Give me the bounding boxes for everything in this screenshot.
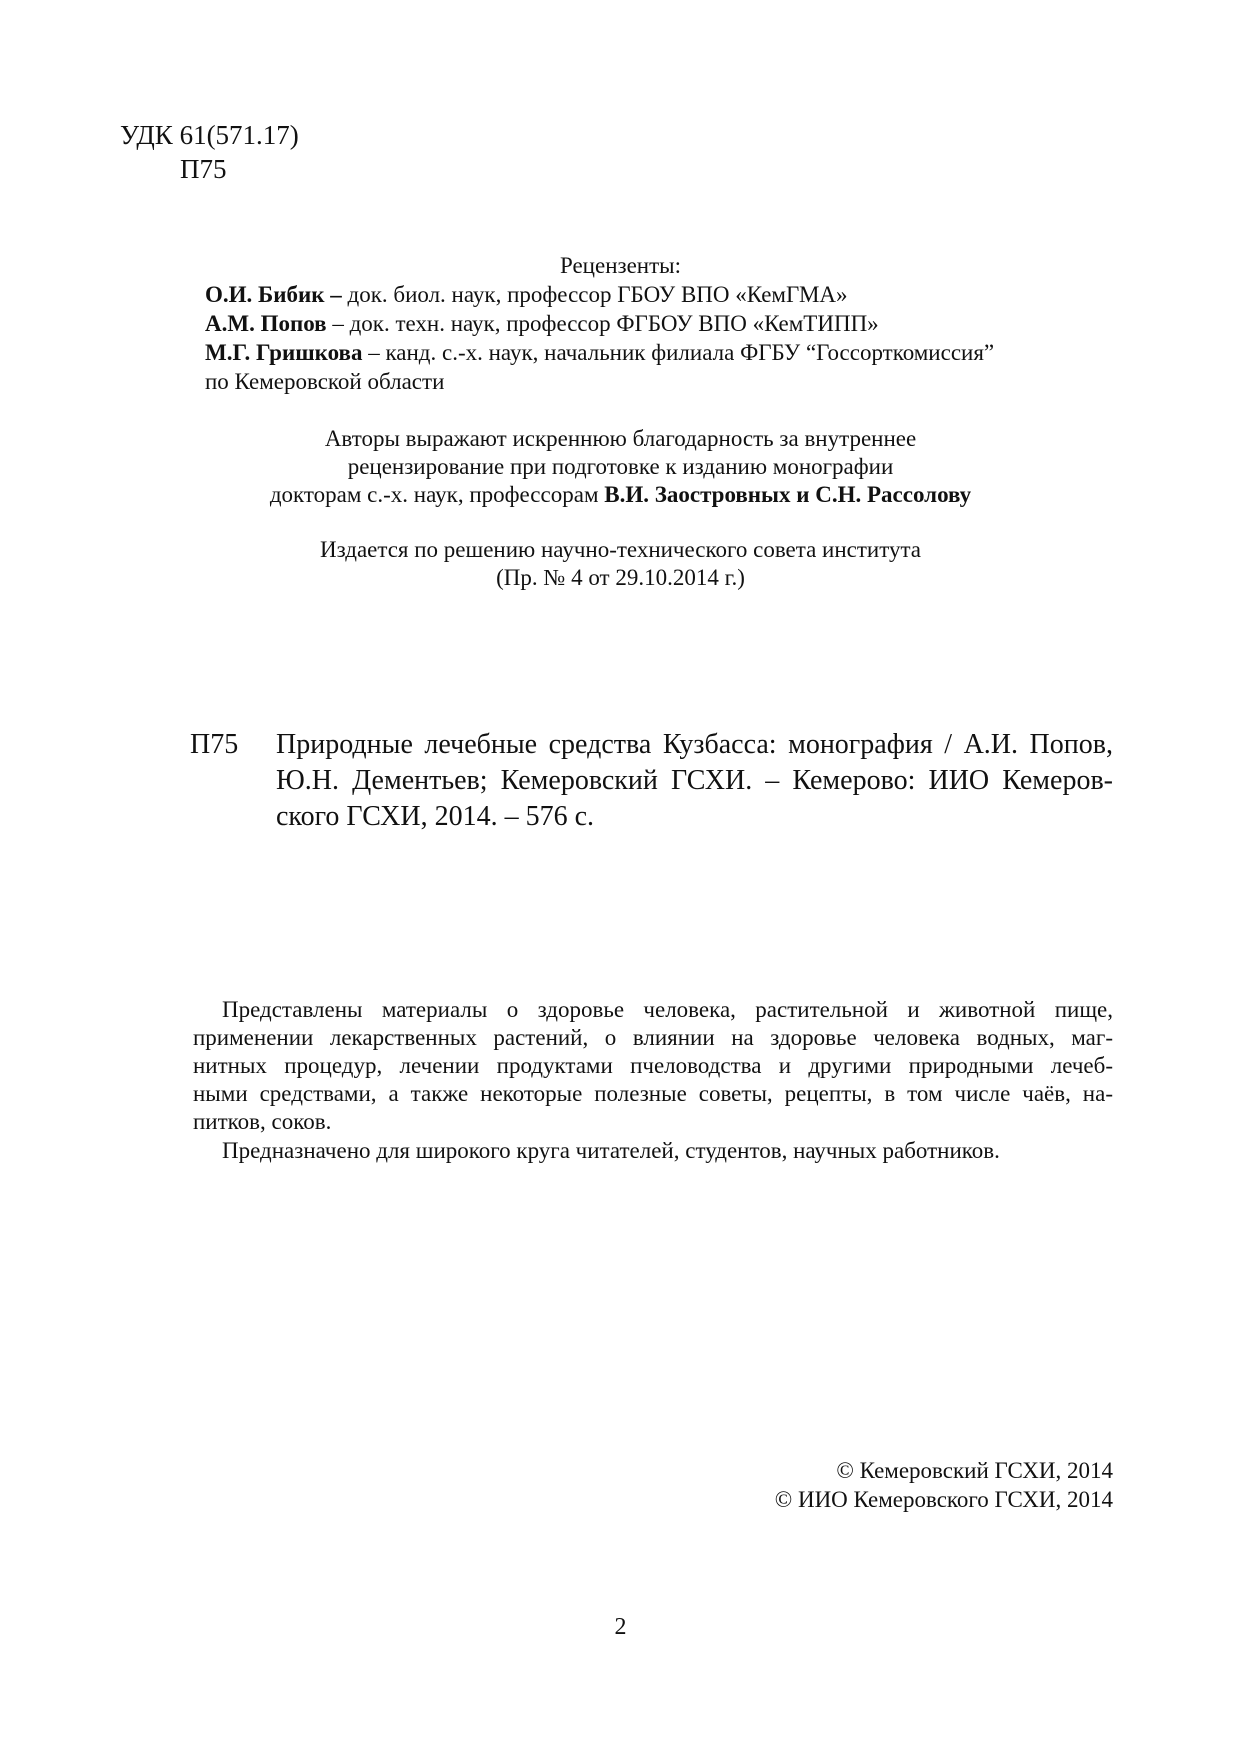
- reviewer-3-continuation: по Кемеровской области: [205, 369, 445, 394]
- reviewer-2-name: А.М. Попов: [205, 311, 327, 336]
- bbk-code: П75: [180, 154, 227, 184]
- annotation-line-4: ными средствами, а также некоторые полезные советы, рецепты, в том числе чаёв, на-: [193, 1081, 1113, 1106]
- publishing-line-2: (Пр. № 4 от 29.10.2014 г.): [496, 565, 745, 590]
- catalog-line-3: ского ГСХИ, 2014. – 576 с.: [276, 801, 595, 832]
- reviewer-3: [205, 338, 994, 367]
- thanks-line-3-prefix: докторам с.-х. наук, профессорам: [269, 482, 605, 507]
- reviewer-3-name: М.Г. Гришкова: [205, 340, 363, 365]
- reviewer-1-desc: док. биол. наук, профессор ГБОУ ВПО «КемГМА»: [341, 282, 848, 307]
- annotation-line-2: применении лекарственных растений, о влиянии на здоровье человека водных, маг-: [193, 1025, 1113, 1050]
- annotation-line-5: питков, соков.: [193, 1109, 332, 1134]
- catalog-code: П75: [190, 729, 239, 760]
- reviewers-title: Рецензенты:: [559, 253, 682, 278]
- thanks-line-1: Авторы выражают искреннюю благодарность за внутреннее: [324, 426, 917, 451]
- thanks-line-2: рецензирование при подготовке к изданию монографии: [347, 454, 894, 479]
- annotation-line-3: нитных процедур, лечении продуктами пчеловодства и другими природными лечеб-: [193, 1053, 1113, 1078]
- annotation-line-1: Представлены материалы о здоровье человека, растительной и животной пище,: [222, 997, 1113, 1022]
- reviewer-3-desc: – канд. с.-х. наук, начальник филиала ФГБУ “Госсорткомиссия”: [362, 340, 995, 365]
- catalog-line-2: Ю.Н. Дементьев; Кемеровский ГСХИ. – Кемерово: ИИО Кемеров-: [276, 765, 1113, 796]
- catalog-line-1: Природные лечебные средства Кузбасса: монография / А.И. Попов,: [276, 729, 1113, 760]
- reviewer-1: [205, 280, 848, 309]
- copyright-line-2: © ИИО Кемеровского ГСХИ, 2014: [774, 1487, 1113, 1512]
- copyright-line-1: © Кемеровский ГСХИ, 2014: [836, 1458, 1113, 1483]
- thanks-line-3-names: В.И. Заостровных и С.Н. Рассолову: [604, 482, 972, 507]
- thanks-line-3: [0, 481, 1241, 509]
- reviewer-2: [205, 309, 879, 338]
- udk-code: УДК 61(571.17): [120, 120, 299, 150]
- annotation-line-6: Предназначено для широкого круга читателей, студентов, научных работников.: [222, 1138, 1000, 1163]
- reviewer-1-name: О.И. Бибик –: [205, 282, 342, 307]
- reviewer-2-desc: – док. техн. наук, профессор ФГБОУ ВПО «КемТИПП»: [326, 311, 879, 336]
- page-number: 2: [614, 1614, 627, 1640]
- publishing-line-1: Издается по решению научно-технического совета института: [319, 537, 922, 562]
